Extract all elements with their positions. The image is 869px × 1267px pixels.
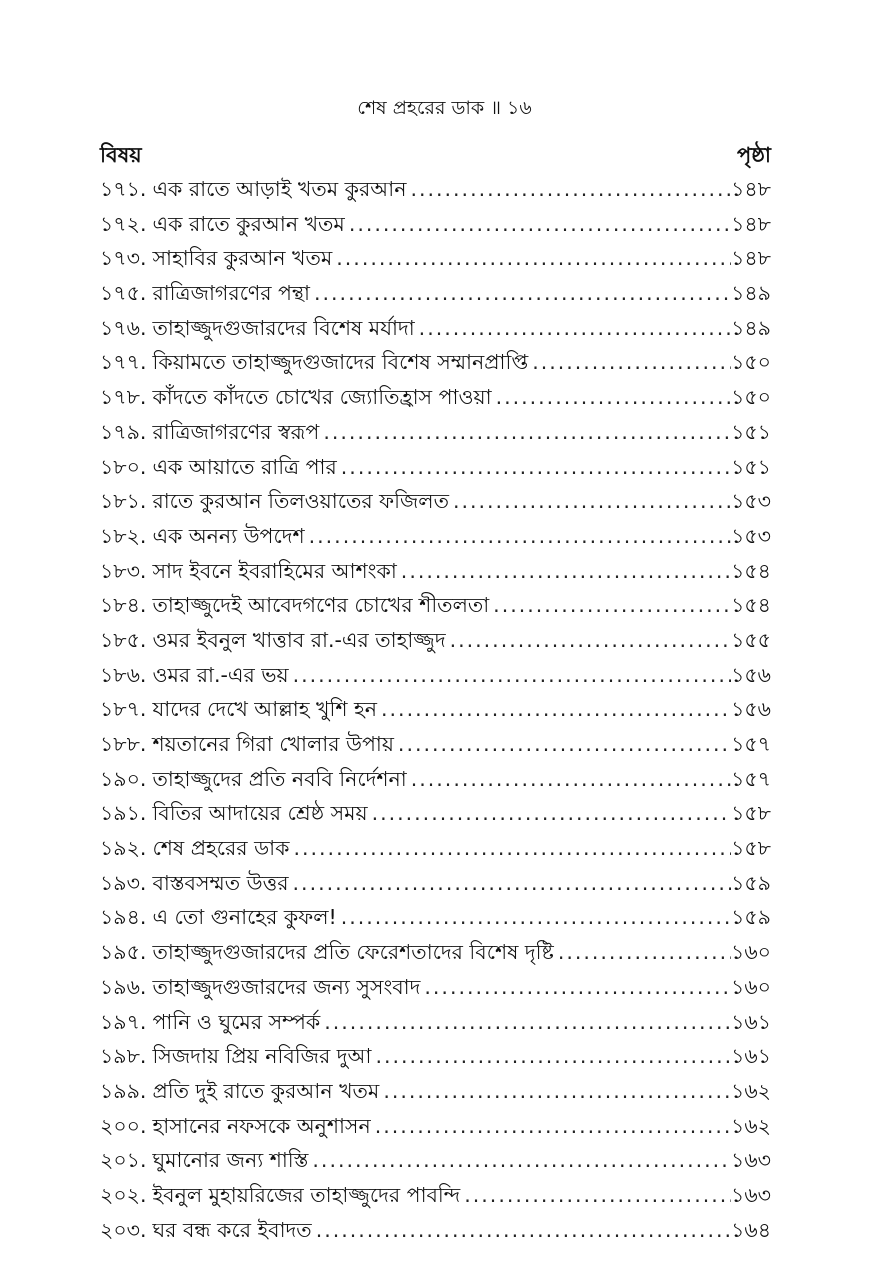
entry-page-number: ১৬১ xyxy=(731,1044,771,1069)
toc-entry xyxy=(100,278,771,313)
dot-leader xyxy=(415,316,731,340)
entry-title: এক আয়াতে রাত্রি পার xyxy=(152,454,337,479)
toc-entry xyxy=(100,1111,771,1146)
entry-number: ১৭৮. xyxy=(100,385,147,410)
entry-title: ঘর বন্ধ করে ইবাদত xyxy=(152,1217,312,1242)
table-of-contents xyxy=(100,174,771,1249)
entry-page-number: ১৫৯ xyxy=(731,905,771,930)
entry-title: রাত্রিজাগরণের স্বরূপ xyxy=(152,419,320,444)
entry-title: এক অনন্য উপদেশ xyxy=(152,523,305,548)
dot-leader xyxy=(489,593,731,617)
dot-leader xyxy=(320,1010,731,1034)
entry-title: শয়তানের গিরা খোলার উপায় xyxy=(152,732,394,756)
toc-entry xyxy=(100,868,771,903)
page-heading: পৃষ্ঠা xyxy=(736,143,771,167)
entry-page-number: ১৬০ xyxy=(731,940,771,965)
entry-title: তাহাজ্জুদের প্রতি নববি নির্দেশনা xyxy=(152,766,407,791)
toc-entry xyxy=(100,452,771,487)
entry-number: ১৮৮. xyxy=(100,732,147,756)
entry-page-number: ১৫৪ xyxy=(731,558,771,583)
toc-entry xyxy=(100,937,771,972)
entry-page-number: ১৬২ xyxy=(731,1113,771,1138)
toc-entry xyxy=(100,764,771,799)
dot-leader xyxy=(379,1079,731,1103)
entry-number: ১৭৬. xyxy=(100,315,147,340)
entry-number: ১৮৬. xyxy=(100,662,147,687)
entry-number: ১৭৩. xyxy=(100,246,147,271)
entry-title: কাঁদতে কাঁদতে চোখের জ্যোতিহ্রাস পাওয়া xyxy=(152,385,492,410)
entry-page-number: ১৫০ xyxy=(731,385,771,410)
entry-page-number: ১৫৮ xyxy=(731,836,771,861)
toc-entry xyxy=(100,347,771,382)
toc-entry xyxy=(100,209,771,244)
entry-title: কিয়ামতে তাহাজ্জুদগুজাদের বিশেষ সম্মানপ্রাপ্তি xyxy=(152,350,529,375)
entry-number: ১৮০. xyxy=(100,454,147,479)
entry-title: শেষ প্রহরের ডাক xyxy=(152,836,290,861)
entry-title: তাহাজ্জুদেই আবেদগণের চোখের শীতলতা xyxy=(152,593,490,618)
entry-number: ১৯৫. xyxy=(100,940,147,965)
entry-page-number: ১৪৮ xyxy=(731,246,771,271)
entry-title: বাস্তবসম্মত উত্তর xyxy=(152,870,289,895)
toc-entry xyxy=(100,729,771,764)
entry-number: ১৭৫. xyxy=(100,281,147,306)
toc-entry xyxy=(100,1007,771,1042)
toc-entry xyxy=(100,1180,771,1215)
dot-leader xyxy=(289,836,731,860)
entry-page-number: ১৫৩ xyxy=(731,523,771,548)
entry-number: ২০৩. xyxy=(100,1217,147,1242)
entry-page-number: ১৫৪ xyxy=(731,593,771,618)
toc-entry xyxy=(100,174,771,209)
dot-leader xyxy=(394,732,731,756)
dot-leader xyxy=(371,1044,731,1068)
entry-page-number: ১৬৩ xyxy=(731,1148,771,1173)
dot-leader xyxy=(371,1114,731,1138)
running-head: শেষ প্রহরের ডাক ॥ ১৬ xyxy=(357,97,532,119)
toc-entry xyxy=(100,1215,771,1250)
entry-number: ২০২. xyxy=(100,1182,147,1207)
entry-page-number: ১৬০ xyxy=(731,974,771,999)
entry-title: তাহাজ্জুদগুজারদের বিশেষ মর্যাদা xyxy=(152,315,415,340)
toc-entry xyxy=(100,833,771,868)
dot-leader xyxy=(407,767,731,791)
dot-leader xyxy=(554,940,731,964)
entry-number: ১৮৫. xyxy=(100,627,147,652)
entry-title: রাতে কুরআন তিলওয়াতের ফজিলত xyxy=(152,489,449,514)
toc-entry xyxy=(100,417,771,452)
toc-entry xyxy=(100,1076,771,1111)
entry-page-number: ১৪৮ xyxy=(731,211,771,236)
entry-number: ১৯৪. xyxy=(100,905,147,930)
entry-number: ১৭৭. xyxy=(100,350,147,375)
entry-number: ১৯৬. xyxy=(100,974,147,999)
toc-entry xyxy=(100,486,771,521)
entry-number: ১৭৯. xyxy=(100,419,147,444)
subject-heading: বিষয় xyxy=(100,143,142,167)
dot-leader xyxy=(289,663,731,687)
toc-entry xyxy=(100,556,771,591)
toc-entry xyxy=(100,902,771,937)
entry-page-number: ১৬১ xyxy=(731,1009,771,1034)
dot-leader xyxy=(319,420,731,444)
dot-leader xyxy=(305,524,731,548)
toc-entry xyxy=(100,521,771,556)
entry-number: ১৮৭. xyxy=(100,697,147,722)
dot-leader xyxy=(289,871,732,895)
entry-title: তাহাজ্জুদগুজারদের প্রতি ফেরেশতাদের বিশেষ দৃষ্টি xyxy=(152,940,554,965)
dot-leader xyxy=(449,489,731,513)
entry-title: পানি ও ঘুমের সম্পর্ক xyxy=(152,1009,321,1034)
entry-number: ২০০. xyxy=(100,1113,147,1138)
entry-title: বিতির আদায়ের শ্রেষ্ঠ সময় xyxy=(152,801,368,826)
entry-page-number: ১৫৭ xyxy=(731,766,771,791)
entry-page-number: ১৫৭ xyxy=(731,732,771,756)
entry-page-number: ১৪৮ xyxy=(731,177,771,201)
entry-title: তাহাজ্জুদগুজারদের জন্য সুসংবাদ xyxy=(152,974,421,999)
entry-number: ২০১. xyxy=(100,1148,147,1173)
entry-number: ১৯৯. xyxy=(100,1078,147,1103)
dot-leader xyxy=(446,628,731,652)
entry-number: ১৯৭. xyxy=(100,1009,147,1034)
entry-title: সাদ ইবনে ইবরাহিমের আশংকা xyxy=(152,558,397,583)
entry-number: ১৮৩. xyxy=(100,558,147,583)
toc-entry xyxy=(100,972,771,1007)
entry-page-number: ১৫৫ xyxy=(731,627,771,652)
entry-title: সিজদায় প্রিয় নবিজির দুআ xyxy=(152,1044,372,1069)
entry-number: ১৭১. xyxy=(100,177,147,201)
entry-number: ১৮৪. xyxy=(100,593,147,618)
entry-title: রাত্রিজাগরণের পন্থা xyxy=(152,281,310,306)
entry-title: ওমর ইবনুল খাত্তাব রা.-এর তাহাজ্জুদ xyxy=(152,627,446,652)
dot-leader xyxy=(460,1183,731,1207)
dot-leader xyxy=(420,975,731,999)
entry-title: ঘুমানোর জন্য শাস্তি xyxy=(152,1148,309,1173)
toc-entry xyxy=(100,694,771,729)
entry-title: যাদের দেখে আল্লাহ খুশি হন xyxy=(152,697,378,722)
dot-leader xyxy=(377,697,731,721)
entry-number: ১৮২. xyxy=(100,523,147,548)
toc-entry xyxy=(100,243,771,278)
dot-leader xyxy=(368,801,732,825)
toc-entry xyxy=(100,798,771,833)
entry-title: হাসানের নফসকে অনুশাসন xyxy=(152,1113,371,1138)
dot-leader xyxy=(345,212,731,236)
entry-page-number: ১৪৯ xyxy=(731,281,771,306)
dot-leader xyxy=(312,1218,731,1242)
dot-leader xyxy=(332,246,731,270)
entry-title: ইবনুল মুহায়রিজের তাহাজ্জুদের পাবন্দি xyxy=(152,1182,461,1207)
entry-number: ১৯২. xyxy=(100,836,147,861)
dot-leader xyxy=(310,281,731,305)
dot-leader xyxy=(492,385,731,409)
entry-number: ১৯৮. xyxy=(100,1044,147,1069)
dot-leader xyxy=(337,455,731,479)
entry-page-number: ১৫০ xyxy=(731,350,771,375)
entry-page-number: ১৬২ xyxy=(731,1078,771,1103)
entry-page-number: ১৬৩ xyxy=(731,1182,771,1207)
column-headings xyxy=(100,142,771,168)
entry-page-number: ১৫৩ xyxy=(731,489,771,514)
toc-entry xyxy=(100,313,771,348)
entry-page-number: ১৪৯ xyxy=(731,315,771,340)
entry-number: ১৭২. xyxy=(100,211,147,236)
dot-leader xyxy=(308,1148,731,1172)
entry-number: ১৯৩. xyxy=(100,870,147,895)
toc-entry xyxy=(100,660,771,695)
entry-page-number: ১৬৪ xyxy=(731,1217,771,1242)
toc-entry xyxy=(100,625,771,660)
dot-leader xyxy=(406,177,731,201)
entry-number: ১৮১. xyxy=(100,489,147,514)
entry-title: এ তো গুনাহের কুফল! xyxy=(152,905,337,930)
toc-entry xyxy=(100,382,771,417)
entry-number: ১৯০. xyxy=(100,766,147,791)
dot-leader xyxy=(528,350,731,374)
entry-page-number: ১৫১ xyxy=(731,419,771,444)
entry-page-number: ১৫৬ xyxy=(731,662,771,687)
entry-page-number: ১৫৯ xyxy=(731,870,771,895)
toc-entry xyxy=(100,1041,771,1076)
dot-leader xyxy=(397,559,731,583)
entry-title: ওমর রা.-এর ভয় xyxy=(152,662,289,687)
entry-page-number: ১৫৬ xyxy=(731,697,771,722)
entry-title: প্রতি দুই রাতে কুরআন খতম xyxy=(152,1078,380,1103)
entry-title: এক রাতে আড়াই খতম কুরআন xyxy=(152,177,407,201)
toc-entry xyxy=(100,590,771,625)
entry-title: এক রাতে কুরআন খতম xyxy=(152,211,345,236)
dot-leader xyxy=(337,905,731,929)
entry-title: সাহাবির কুরআন খতম xyxy=(152,246,333,271)
entry-number: ১৯১. xyxy=(100,801,147,826)
toc-entry xyxy=(100,1145,771,1180)
entry-page-number: ১৫৮ xyxy=(731,801,771,826)
entry-page-number: ১৫১ xyxy=(731,454,771,479)
